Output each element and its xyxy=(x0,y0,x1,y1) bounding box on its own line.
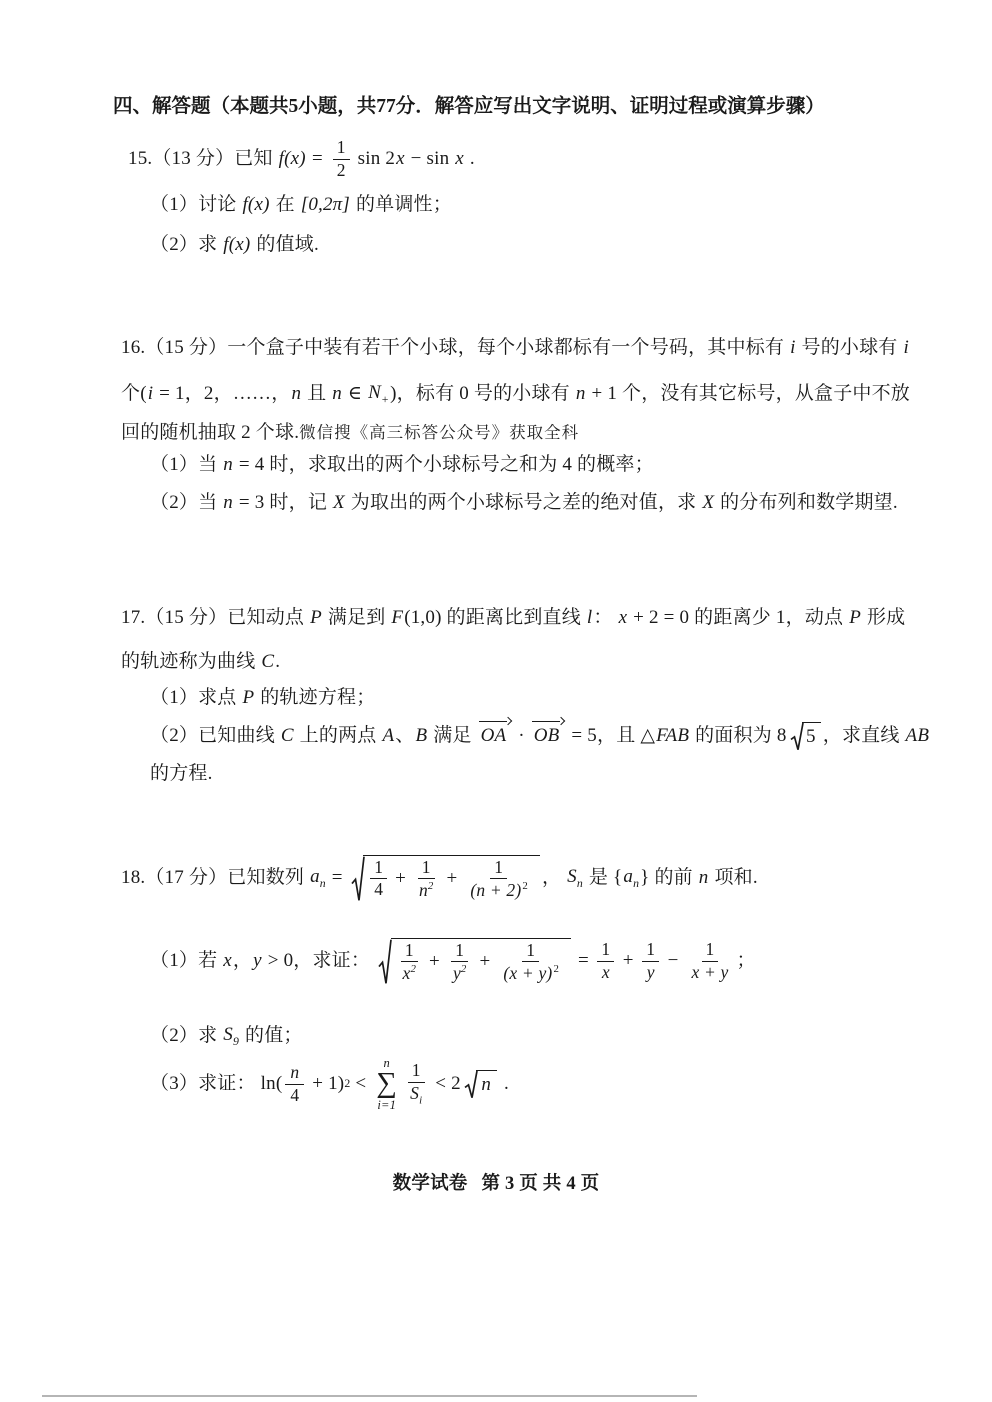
text-run: 1 xyxy=(494,856,504,877)
text-run: + xyxy=(390,867,411,889)
text-run: 上的两点 xyxy=(294,724,382,746)
math-run: n xyxy=(223,454,233,475)
text-run: + 1) xyxy=(307,1072,345,1094)
math-run: $S_9$ xyxy=(223,1023,240,1048)
math-run: (n + 2) xyxy=(470,879,522,900)
text-run: 回的随机抽取 2 个球. xyxy=(121,422,300,443)
text-run: 17.（15 分）已知动点 xyxy=(121,607,310,628)
radical xyxy=(351,855,540,902)
fraction-numerator xyxy=(370,858,387,880)
fraction-denominator xyxy=(414,879,439,900)
fraction-denominator xyxy=(286,1085,303,1106)
math-run: y xyxy=(253,949,262,971)
math-run: A xyxy=(382,724,395,746)
text-run: = xyxy=(573,949,594,971)
footer-page-number: 第 3 页 共 4 页 xyxy=(481,1174,600,1194)
math-run: n xyxy=(575,382,586,404)
summation xyxy=(376,1056,397,1112)
fraction-numerator xyxy=(418,858,435,880)
text-run: = xyxy=(326,866,348,888)
problem-18-item-1 xyxy=(150,925,756,997)
math-run: n xyxy=(698,866,709,888)
text-run: 5 xyxy=(806,725,816,747)
superscript: 2 xyxy=(460,963,467,976)
fraction-denominator xyxy=(370,879,387,900)
fraction-numerator xyxy=(522,941,539,963)
superscript: 2 xyxy=(410,963,417,976)
text-run: sin 2 xyxy=(352,147,396,169)
problem-16-line-3 xyxy=(121,421,579,446)
fraction-numerator xyxy=(451,941,468,963)
text-run: （2）求 xyxy=(150,234,223,255)
fraction-denominator xyxy=(448,962,472,983)
text-run: − sin xyxy=(405,147,455,169)
fraction xyxy=(642,940,660,982)
fraction xyxy=(686,940,733,982)
fraction xyxy=(285,1063,304,1105)
fraction xyxy=(465,858,532,901)
text-run: + xyxy=(617,949,639,971)
math-run: $N_+$ xyxy=(368,382,390,406)
fraction-numerator xyxy=(408,1061,425,1083)
problem-16-line-1 xyxy=(121,336,910,361)
bottom-scan-rule xyxy=(42,1395,697,1397)
text-run: ， xyxy=(232,949,253,971)
radicand xyxy=(391,938,572,985)
watermark-text: 微信搜《高三标答公众号》获取全科 xyxy=(299,423,580,442)
math-run: AB xyxy=(905,724,930,746)
problem-17-item-1 xyxy=(150,686,375,711)
math-run: n xyxy=(332,382,342,404)
problem-18-item-3 xyxy=(150,1052,509,1116)
superscript: 2 xyxy=(344,1077,351,1091)
math-run: i xyxy=(147,382,154,404)
fraction-denominator xyxy=(498,962,563,983)
text-run: 个( xyxy=(121,382,147,404)
radical xyxy=(790,722,821,751)
text-run: 1 xyxy=(336,136,346,157)
sum-upper-limit: n xyxy=(383,1055,390,1070)
text-run: 为取出的两个小球标号之差的绝对值，求 xyxy=(345,492,702,513)
text-run: + xyxy=(424,950,445,972)
fraction xyxy=(405,1061,427,1106)
math-run: $n^2$ xyxy=(418,879,434,900)
text-run: 的分布列和数学期望. xyxy=(715,492,898,513)
subscript: n xyxy=(633,876,640,890)
text-run: ，求直线 xyxy=(822,724,905,746)
text-run: 1 xyxy=(411,1060,421,1081)
math-run: $S_i$ xyxy=(410,1082,423,1107)
superscript: 2 xyxy=(553,963,560,976)
text-run: 1 xyxy=(705,938,715,959)
problem-18-item-2 xyxy=(150,1016,303,1056)
text-run: ∈ xyxy=(342,382,368,404)
fraction xyxy=(498,941,563,984)
fraction xyxy=(448,941,472,984)
problem-15-item-2 xyxy=(150,233,319,258)
sum-lower-limit: i=1 xyxy=(377,1097,397,1112)
fraction-denominator xyxy=(398,962,422,983)
fraction-numerator xyxy=(490,858,507,880)
radicand xyxy=(476,1070,497,1099)
fraction-denominator xyxy=(642,962,660,983)
text-run: （3）求证： ln( xyxy=(150,1072,283,1094)
text-run: < xyxy=(350,1072,372,1094)
text-run: . xyxy=(275,651,281,672)
fraction-numerator xyxy=(702,940,719,962)
math-run: [0,2π] xyxy=(300,194,350,215)
page-footer xyxy=(0,1172,992,1196)
radicand xyxy=(363,855,540,902)
math-run: x + y xyxy=(691,961,729,982)
math-run: n xyxy=(223,492,233,513)
problem-17-item-2 xyxy=(150,712,930,760)
text-run: 项和. xyxy=(709,866,758,888)
fraction-numerator xyxy=(642,940,659,962)
text-run: 1 xyxy=(404,939,414,960)
text-run: 4 xyxy=(290,1084,300,1105)
math-run: X xyxy=(702,492,715,513)
fraction xyxy=(333,138,350,180)
text-run: )，标有 0 号的小球有 xyxy=(390,382,575,404)
text-run: （1）当 xyxy=(150,454,223,475)
math-run: $y^2$ xyxy=(452,962,467,983)
problem-16-line-2 xyxy=(121,381,910,407)
math-run: P xyxy=(310,607,322,628)
text-run: （2）求 xyxy=(150,1024,223,1046)
fraction-denominator xyxy=(686,962,733,983)
radical xyxy=(378,938,571,985)
fraction-numerator xyxy=(285,1063,304,1085)
fraction-numerator xyxy=(401,941,418,963)
text-run: （1）求点 xyxy=(150,687,242,708)
text-run: 1 xyxy=(421,856,431,877)
radical xyxy=(464,1070,497,1099)
math-run: $a_n$ xyxy=(623,865,640,890)
math-run: l xyxy=(586,607,593,628)
vector-arrow-tip-icon xyxy=(557,717,565,725)
text-run: 的单调性； xyxy=(351,194,452,215)
superscript: 2 xyxy=(522,880,528,893)
text-run: 的面积为 8 xyxy=(690,724,787,746)
text-run: − xyxy=(662,949,684,971)
fraction-denominator xyxy=(597,962,615,983)
problem-17-line-1 xyxy=(121,606,905,631)
text-run: } 的前 xyxy=(640,866,698,888)
footer-doc-label: 数学试卷 xyxy=(392,1174,468,1194)
sigma-icon: ∑ xyxy=(376,1067,398,1100)
problem-15-intro-line xyxy=(128,131,475,187)
fraction xyxy=(370,858,387,900)
text-run: + xyxy=(474,950,496,972)
math-run: $S_n$ xyxy=(567,865,583,890)
text-run: 的方程. xyxy=(150,763,213,784)
subscript: 9 xyxy=(232,1034,240,1048)
math-run: i xyxy=(903,337,909,358)
problem-16-item-2 xyxy=(150,491,898,516)
math-run: x xyxy=(455,147,464,169)
vector-arrow-tip-icon xyxy=(504,717,512,725)
fraction-denominator xyxy=(465,879,532,900)
text-run: 15.（13 分）已知 xyxy=(128,147,278,169)
text-run: 号的小球有 xyxy=(796,337,903,358)
text-run: 1 xyxy=(374,856,384,877)
text-run: 1 xyxy=(601,938,611,959)
text-run: (1,0) 的距离比到直线 xyxy=(404,607,586,628)
text-run: = 1，2，……， xyxy=(154,382,291,404)
problem-17-line-2 xyxy=(121,650,280,675)
math-run: C xyxy=(280,724,294,746)
fraction xyxy=(398,941,422,984)
text-run: 形成 xyxy=(862,607,906,628)
superscript: 2 xyxy=(427,880,434,893)
fraction-numerator xyxy=(597,940,614,962)
text-run: 的值； xyxy=(240,1024,303,1046)
math-run: F xyxy=(391,607,404,628)
text-run: 的轨迹称为曲线 xyxy=(121,651,261,672)
text-run: = 4 时，求取出的两个小球标号之和为 4 的概率； xyxy=(233,454,654,475)
math-run: C xyxy=(261,651,275,672)
text-run: · xyxy=(513,724,530,746)
radicand xyxy=(802,722,821,751)
text-run: 满足到 xyxy=(322,607,391,628)
text-run: （2）已知曲线 xyxy=(150,724,280,746)
math-run: x xyxy=(618,607,628,628)
math-run: n xyxy=(481,1073,492,1095)
text-run: 、 xyxy=(395,724,415,746)
text-run: + 2 = 0 的距离少 1，动点 xyxy=(628,607,849,628)
fraction xyxy=(597,940,615,982)
text-run: （1）讨论 xyxy=(150,194,242,215)
text-run: ： xyxy=(593,607,618,628)
math-run: n xyxy=(290,1061,300,1082)
subscript: i xyxy=(419,1094,423,1107)
math-run: x xyxy=(601,961,610,982)
text-run: + xyxy=(441,867,463,889)
text-run: ； xyxy=(736,949,756,971)
text-run: 1 xyxy=(646,938,656,959)
text-run: 的值域. xyxy=(251,234,319,255)
text-run: = 3 时，记 xyxy=(233,492,332,513)
text-run: 的轨迹方程； xyxy=(255,687,376,708)
text-run: 16.（15 分）一个盒子中装有若干个小球，每个小球都标有一个号码，其中标有 xyxy=(121,337,790,358)
fraction xyxy=(414,858,439,901)
text-run: < 2 xyxy=(430,1072,461,1094)
text-run: 18.（17 分）已知数列 xyxy=(121,866,310,888)
subscript: n xyxy=(576,876,583,890)
math-run: P xyxy=(242,687,255,708)
text-run: > 0，求证： xyxy=(262,949,376,971)
text-run: （2）当 xyxy=(150,492,223,513)
text-run: 4 xyxy=(374,879,384,900)
problem-16-item-1 xyxy=(150,453,654,478)
math-run: $x^2$ xyxy=(402,962,417,983)
math-run: X xyxy=(332,492,345,513)
text-run: . xyxy=(464,147,475,169)
math-run: y xyxy=(646,961,655,982)
text-run: 且 xyxy=(302,382,332,404)
math-run: x xyxy=(223,949,232,971)
vector: OA xyxy=(479,724,509,749)
text-run: . xyxy=(499,1072,509,1094)
fraction-denominator xyxy=(405,1083,427,1107)
text-run: = 5，且 △ xyxy=(566,724,656,746)
text-run: 是 { xyxy=(583,866,623,888)
math-run: $a_n$ xyxy=(310,865,326,890)
math-run: f(x) xyxy=(223,234,251,255)
problem-15-item-1 xyxy=(150,193,452,218)
subscript: n xyxy=(319,876,326,890)
section-header: 四、解答题（本题共5小题，共77分．解答应写出文字说明、证明过程或演算步骤） xyxy=(113,96,825,117)
math-run: FAB xyxy=(656,724,690,746)
math-run: f(x) xyxy=(242,194,270,215)
math-run: P xyxy=(849,607,861,628)
text-run: ， xyxy=(542,866,567,888)
math-run: (x + y) xyxy=(503,962,553,983)
problem-18-intro-line xyxy=(121,840,758,916)
text-run: （1）若 xyxy=(150,949,223,971)
fraction-denominator xyxy=(333,160,350,181)
math-run: f(x) = xyxy=(278,147,329,169)
math-run: B xyxy=(415,724,428,746)
fraction-numerator xyxy=(333,138,350,160)
math-run: i xyxy=(790,337,796,358)
text-run: 满足 xyxy=(428,724,477,746)
text-run: 2 xyxy=(336,159,346,180)
text-run: 1 xyxy=(526,939,536,960)
text-run: 1 xyxy=(455,939,465,960)
text-run: 在 xyxy=(270,194,300,215)
math-run: n xyxy=(291,382,302,404)
vector: OB xyxy=(532,724,562,749)
problem-17-item-2-continuation xyxy=(150,762,213,787)
text-run: + 1 个，没有其它标号，从盒子中不放 xyxy=(586,382,910,404)
math-run: x xyxy=(396,147,405,169)
subscript: + xyxy=(381,392,390,406)
